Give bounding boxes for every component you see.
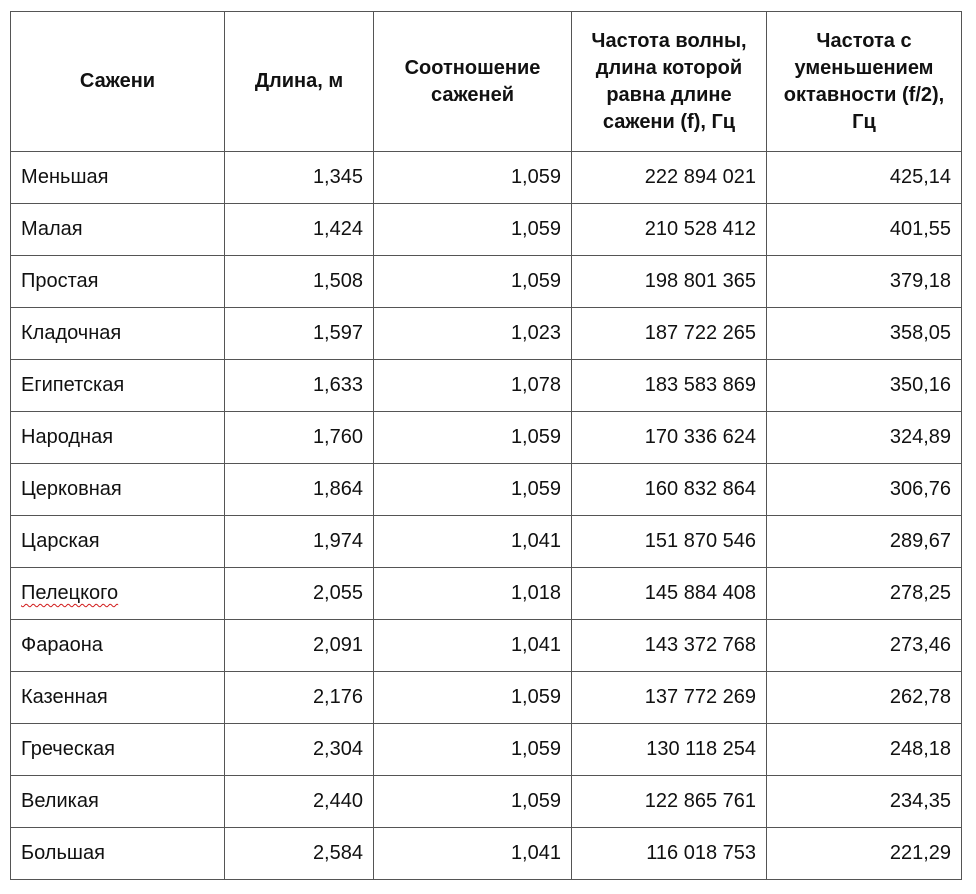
cell-frequency: 130 118 254 [572, 724, 767, 776]
cell-length: 2,176 [225, 672, 374, 724]
table-header-row [11, 12, 962, 152]
cell-ratio: 1,041 [374, 828, 572, 880]
cell-ratio: 1,041 [374, 516, 572, 568]
column-header-length-text: Длина, м [254, 70, 344, 92]
cell-frequency-half: 350,16 [767, 360, 962, 412]
cell-frequency: 122 865 761 [572, 776, 767, 828]
cell-frequency-half: 273,46 [767, 620, 962, 672]
cell-fathom-name: Царская [11, 516, 225, 568]
cell-fathom-name: Меньшая [11, 152, 225, 204]
cell-length: 2,440 [225, 776, 374, 828]
cell-length: 1,864 [225, 464, 374, 516]
cell-length: 2,584 [225, 828, 374, 880]
cell-fathom-name: Церковная [11, 464, 225, 516]
table-row [11, 412, 962, 464]
cell-ratio: 1,059 [374, 256, 572, 308]
cell-ratio: 1,059 [374, 464, 572, 516]
cell-ratio: 1,023 [374, 308, 572, 360]
cell-frequency-half: 358,05 [767, 308, 962, 360]
cell-fathom-name: Греческая [11, 724, 225, 776]
cell-length: 1,424 [225, 204, 374, 256]
cell-frequency-half: 234,35 [767, 776, 962, 828]
table-row [11, 828, 962, 880]
cell-length: 1,345 [225, 152, 374, 204]
column-header-length [225, 12, 374, 152]
cell-fathom-name: Народная [11, 412, 225, 464]
table-row [11, 308, 962, 360]
cell-frequency: 170 336 624 [572, 412, 767, 464]
cell-ratio: 1,041 [374, 620, 572, 672]
cell-length: 2,304 [225, 724, 374, 776]
table-row [11, 204, 962, 256]
cell-ratio: 1,059 [374, 776, 572, 828]
cell-frequency: 116 018 753 [572, 828, 767, 880]
cell-length: 1,508 [225, 256, 374, 308]
table-row [11, 256, 962, 308]
cell-ratio: 1,059 [374, 724, 572, 776]
cell-ratio: 1,059 [374, 672, 572, 724]
cell-ratio: 1,059 [374, 204, 572, 256]
cell-frequency: 160 832 864 [572, 464, 767, 516]
cell-length: 1,633 [225, 360, 374, 412]
cell-frequency: 198 801 365 [572, 256, 767, 308]
column-header-fathoms: Сажени [11, 12, 225, 152]
cell-frequency: 222 894 021 [572, 152, 767, 204]
cell-fathom-name: Простая [11, 256, 225, 308]
cell-fathom-name-text: Пелецкого [21, 582, 119, 604]
cell-frequency-half: 306,76 [767, 464, 962, 516]
column-header-frequency-half: Частота с уменьшением октавности (f/2), Гц [767, 12, 962, 152]
table-row [11, 464, 962, 516]
table-row [11, 776, 962, 828]
table-body [11, 152, 962, 880]
cell-frequency-half: 425,14 [767, 152, 962, 204]
cell-frequency: 151 870 546 [572, 516, 767, 568]
column-header-frequency: Частота волны, длина которой равна длине сажени (f), Гц [572, 12, 767, 152]
cell-length: 1,597 [225, 308, 374, 360]
fathoms-table [10, 11, 962, 880]
cell-ratio: 1,059 [374, 152, 572, 204]
cell-fathom-name: Малая [11, 204, 225, 256]
table-row [11, 620, 962, 672]
table-row [11, 672, 962, 724]
cell-frequency-half: 262,78 [767, 672, 962, 724]
table-row [11, 724, 962, 776]
cell-fathom-name: Египетская [11, 360, 225, 412]
document-page [10, 11, 962, 880]
table-row [11, 516, 962, 568]
cell-frequency: 137 772 269 [572, 672, 767, 724]
cell-fathom-name: Большая [11, 828, 225, 880]
cell-frequency-half: 221,29 [767, 828, 962, 880]
cell-length: 2,091 [225, 620, 374, 672]
cell-frequency-half: 401,55 [767, 204, 962, 256]
cell-ratio: 1,018 [374, 568, 572, 620]
table-row [11, 152, 962, 204]
cell-frequency-half: 248,18 [767, 724, 962, 776]
cell-length: 1,760 [225, 412, 374, 464]
cell-frequency-half: 278,25 [767, 568, 962, 620]
cell-fathom-name: Фараона [11, 620, 225, 672]
cell-ratio: 1,078 [374, 360, 572, 412]
column-header-ratio: Соотношение саженей [374, 12, 572, 152]
cell-frequency: 143 372 768 [572, 620, 767, 672]
cell-length: 2,055 [225, 568, 374, 620]
cell-fathom-name: Великая [11, 776, 225, 828]
cell-frequency-half: 289,67 [767, 516, 962, 568]
cell-frequency: 145 884 408 [572, 568, 767, 620]
cell-frequency-half: 324,89 [767, 412, 962, 464]
cell-fathom-name: Казенная [11, 672, 225, 724]
cell-fathom-name [11, 568, 225, 620]
cell-ratio: 1,059 [374, 412, 572, 464]
table-row [11, 360, 962, 412]
cell-length: 1,974 [225, 516, 374, 568]
cell-frequency: 210 528 412 [572, 204, 767, 256]
cell-frequency-half: 379,18 [767, 256, 962, 308]
table-row [11, 568, 962, 620]
cell-fathom-name: Кладочная [11, 308, 225, 360]
cell-frequency: 183 583 869 [572, 360, 767, 412]
cell-frequency: 187 722 265 [572, 308, 767, 360]
